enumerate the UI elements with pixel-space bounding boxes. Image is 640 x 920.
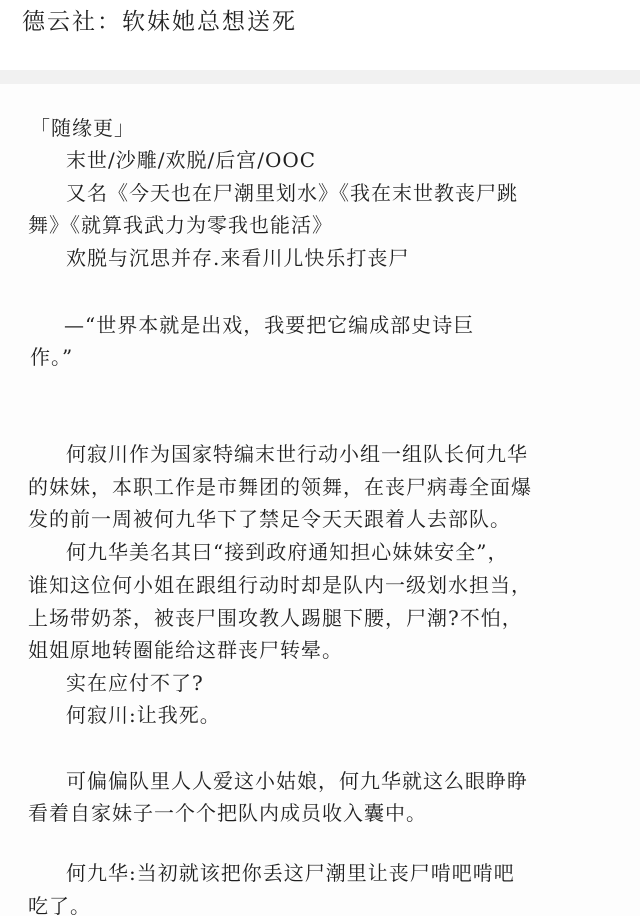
text-line: 看着自家妹子一个个把队内成员收入囊中。 xyxy=(28,801,427,825)
text-line: 何九华:当初就该把你丢这尸潮里让丧尸啃吧啃吧 xyxy=(66,861,515,885)
text-line: 姐姐原地转圈能给这群丧尸转晕。 xyxy=(28,638,343,662)
text-line: 实在应付不了? xyxy=(66,671,204,695)
text-line: 何寂川:让我死。 xyxy=(66,703,221,727)
text-line: 吃了。 xyxy=(28,894,91,918)
text-line: 发的前一周被何九华下了禁足令天天跟着人去部队。 xyxy=(28,507,511,531)
text-line: 末世/沙雕/欢脱/后宫/OOC xyxy=(66,148,317,172)
text-line: 可偏偏队里人人爱这小姑娘，何九华就这么眼睁睁 xyxy=(66,769,528,793)
text-line: 又名《今天也在尸潮里划水》《我在末世教丧尸跳 xyxy=(66,181,518,205)
text-line: 上场带奶茶，被丧尸围攻教人踢腿下腰，尸潮?不怕， xyxy=(28,606,523,630)
text-line: 何九华美名其曰“接到政府通知担心妹妹安全”， xyxy=(66,540,509,564)
text-line: 谁知这位何小姐在跟组行动时却是队内一级划水担当， xyxy=(28,573,532,597)
text-line: 「随缘更」 xyxy=(30,116,135,140)
text-line: 的妹妹，本职工作是市舞团的领舞，在丧尸病毒全面爆 xyxy=(28,475,532,499)
text-line: 作。” xyxy=(30,345,74,369)
text-line: 舞》《就算我武力为零我也能活》 xyxy=(28,213,333,237)
text-line: 欢脱与沉思并存.来看川儿快乐打丧尸 xyxy=(66,246,410,270)
text-body xyxy=(0,84,640,916)
page-title: 德云社：软妹她总想送死 xyxy=(22,9,297,35)
title-bar xyxy=(0,0,640,70)
divider-band xyxy=(0,70,640,84)
text-line: —“世界本就是出戏，我要把它编成部史诗巨 xyxy=(64,313,475,337)
text-line: 何寂川作为国家特编末世行动小组一组队长何九华 xyxy=(66,442,528,466)
